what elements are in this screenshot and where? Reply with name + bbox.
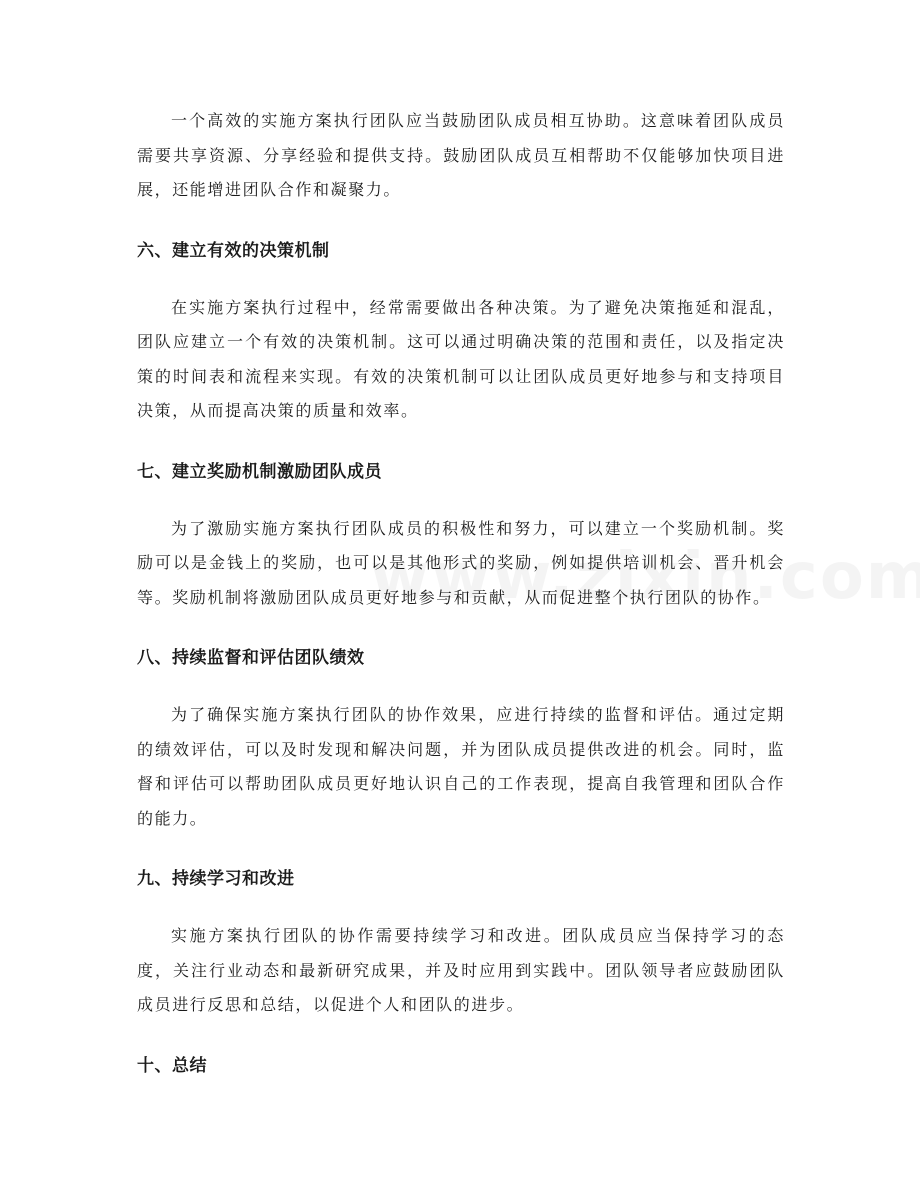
section-heading-7: 七、建立奖励机制激励团队成员: [137, 461, 382, 482]
paragraph-intro: 一个高效的实施方案执行团队应当鼓励团队成员相互协助。这意味着团队成员需要共享资源、分享经验和提供支持。鼓励团队成员互相帮助不仅能够加快项目进展，还能增进团队合作和凝聚力。: [137, 111, 785, 199]
paragraph-section-8: 为了确保实施方案执行团队的协作效果，应进行持续的监督和评估。通过定期的绩效评估，可以及时发现和解决问题，并为团队成员提供改进的机会。同时，监督和评估可以帮助团队成员更好地认识自己的工作表现，提高自我管理和团队合作的能力。: [137, 705, 785, 828]
section-heading-9: 九、持续学习和改进: [137, 869, 295, 889]
paragraph-section-9: 实施方案执行团队的协作需要持续学习和改进。团队成员应当保持学习的态度，关注行业动态和最新研究成果，并及时应用到实践中。团队领导者应鼓励团队成员进行反思和总结，以促进个人和团队的进步。: [137, 926, 785, 1014]
section-heading-6: 六、建立有效的决策机制: [137, 240, 330, 261]
paragraph-section-7: 为了激励实施方案执行团队成员的积极性和努力，可以建立一个奖励机制。奖励可以是金钱上的奖励，也可以是其他形式的奖励，例如提供培训机会、晋升机会等。奖励机制将激励团队成员更好地参与和贡献，从而促进整个执行团队的协作。: [137, 518, 785, 607]
section-heading-10: 十、总结: [137, 1055, 207, 1076]
document-page: [137, 104, 785, 1083]
paragraph-section-6: 在实施方案执行过程中，经常需要做出各种决策。为了避免决策拖延和混乱，团队应建立一个有效的决策机制。这可以通过明确决策的范围和责任，以及指定决策的时间表和流程来实现。有效的决策机制可以让团队成员更好地参与和支持项目决策，从而提高决策的质量和效率。: [137, 297, 785, 420]
section-heading-8: 八、持续监督和评估团队绩效: [137, 648, 365, 668]
